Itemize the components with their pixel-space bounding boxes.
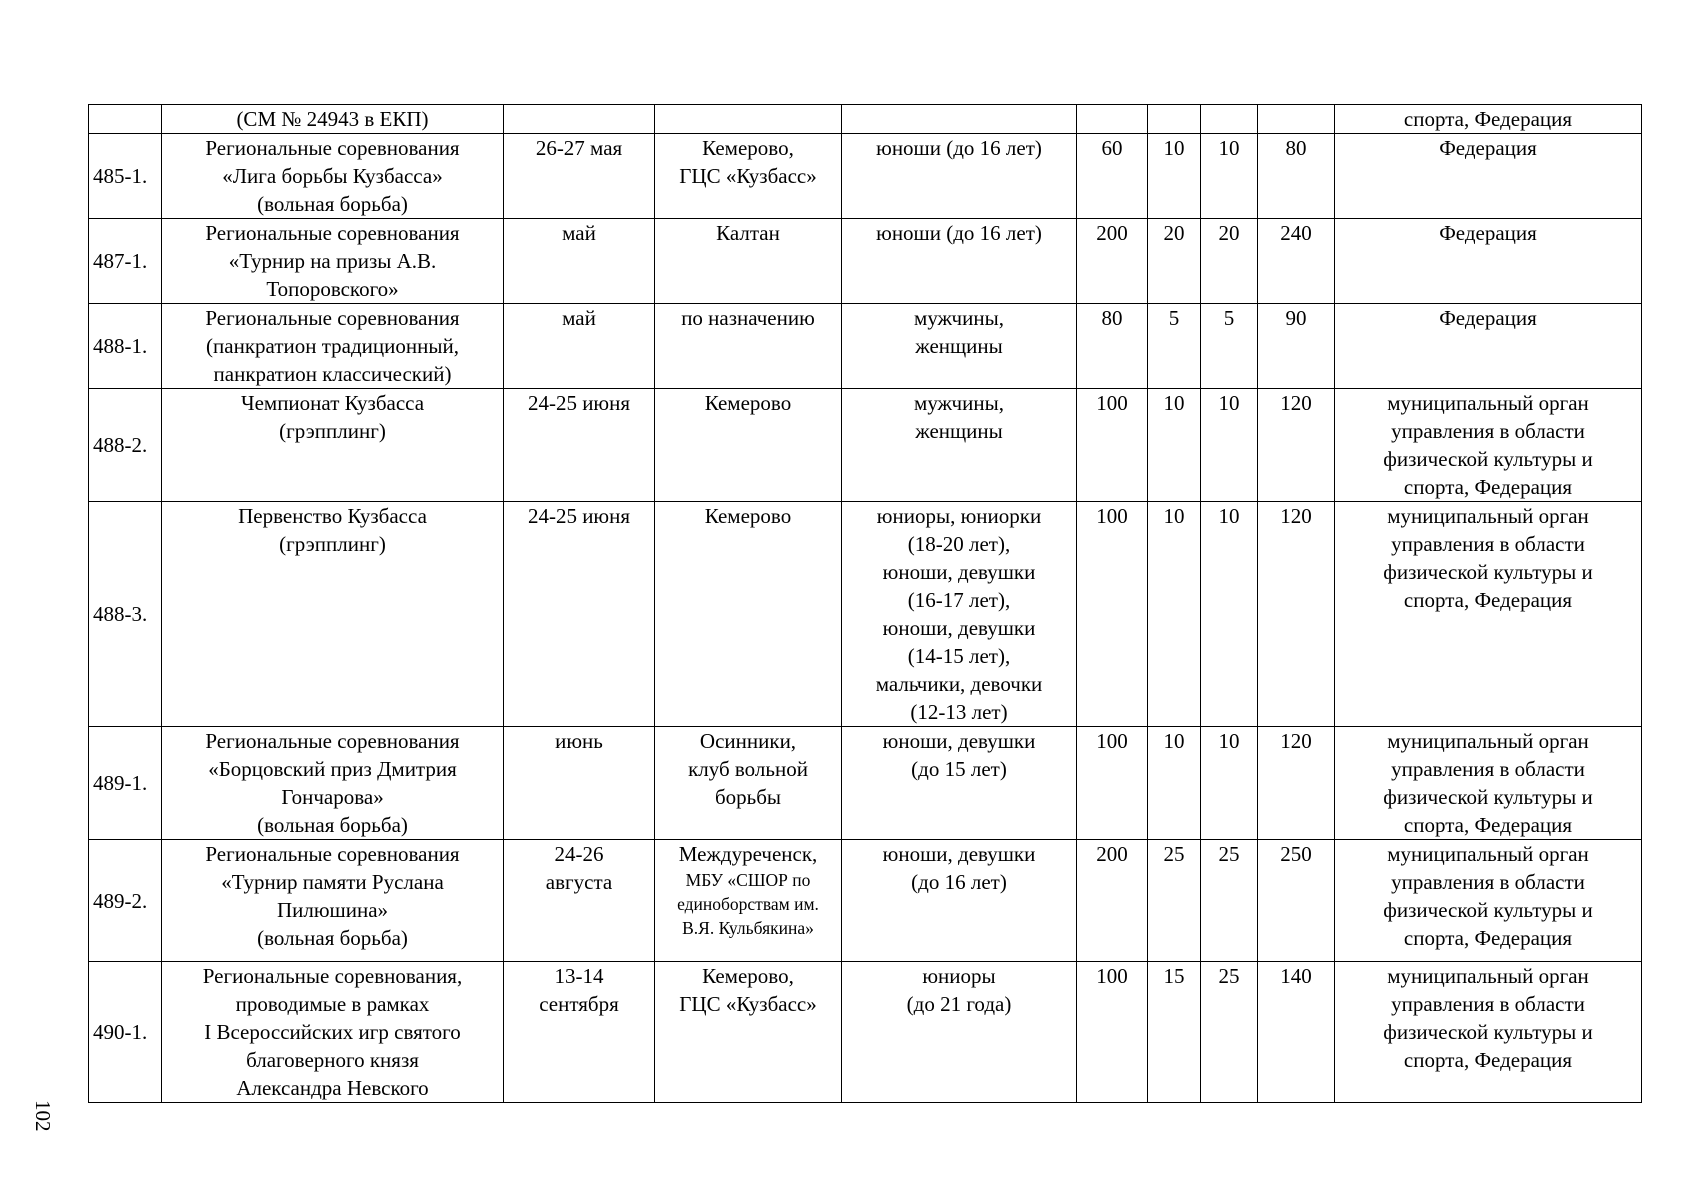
count-3: 25 [1201,962,1258,1103]
event-dates [504,105,655,134]
event-dates: 26-27 мая [504,134,655,219]
page-number: 102 [31,1100,55,1132]
count-2: 25 [1148,840,1201,962]
row-number: 489-1. [89,727,162,840]
organizer: муниципальный орган управления в области физической культуры и спорта, Федерация [1335,389,1642,502]
row-number: 485-1. [89,134,162,219]
count-total: 120 [1258,727,1335,840]
event-name: Региональные соревнования «Турнир памяти Руслана Пилюшина» (вольная борьба) [162,840,504,962]
table-row [89,134,1642,219]
event-dates: 24-26 августа [504,840,655,962]
event-place: Осинники, клуб вольной борьбы [655,727,842,840]
participants: юниоры, юниорки (18-20 лет), юноши, девушки (16-17 лет), юноши, девушки (14-15 лет), мальчики, девочки (12-13 лет) [842,502,1077,727]
count-1: 60 [1077,134,1148,219]
row-number: 488-2. [89,389,162,502]
event-place-city: Междуреченск, [678,842,818,866]
table-row [89,219,1642,304]
participants: юноши (до 16 лет) [842,219,1077,304]
count-1: 200 [1077,219,1148,304]
count-total: 120 [1258,502,1335,727]
event-dates: май [504,219,655,304]
row-number: 490-1. [89,962,162,1103]
table-row [89,840,1642,962]
event-place [655,105,842,134]
participants [842,105,1077,134]
count-2: 20 [1148,219,1201,304]
table-row [89,304,1642,389]
count-3: 20 [1201,219,1258,304]
count-2: 10 [1148,502,1201,727]
count-total [1258,105,1335,134]
event-name: Региональные соревнования, проводимые в рамках I Всероссийских игр святого благоверного князя Александра Невского [162,962,504,1103]
count-1: 80 [1077,304,1148,389]
count-total: 80 [1258,134,1335,219]
count-total: 240 [1258,219,1335,304]
count-3: 5 [1201,304,1258,389]
count-1: 100 [1077,389,1148,502]
participants: юноши (до 16 лет) [842,134,1077,219]
row-number: 488-1. [89,304,162,389]
event-name: Региональные соревнования «Борцовский приз Дмитрия Гончарова» (вольная борьба) [162,727,504,840]
organizer: спорта, Федерация [1335,105,1642,134]
row-number: 487-1. [89,219,162,304]
event-dates: июнь [504,727,655,840]
count-total: 250 [1258,840,1335,962]
event-place [655,840,842,962]
row-number: 488-3. [89,502,162,727]
organizer: Федерация [1335,219,1642,304]
table-row [89,105,1642,134]
table-row [89,962,1642,1103]
event-dates: 24-25 июня [504,502,655,727]
count-3: 10 [1201,134,1258,219]
event-dates: май [504,304,655,389]
count-total: 120 [1258,389,1335,502]
event-name: (СМ № 24943 в ЕКП) [162,105,504,134]
organizer: муниципальный орган управления в области физической культуры и спорта, Федерация [1335,502,1642,727]
table-row [89,389,1642,502]
table-row [89,502,1642,727]
count-3: 10 [1201,502,1258,727]
event-name: Региональные соревнования «Турнир на призы А.В. Топоровского» [162,219,504,304]
event-dates: 13-14 сентября [504,962,655,1103]
participants: юноши, девушки (до 16 лет) [842,840,1077,962]
organizer: муниципальный орган управления в области физической культуры и спорта, Федерация [1335,962,1642,1103]
event-place: Кемерово, ГЦС «Кузбасс» [655,962,842,1103]
count-3: 25 [1201,840,1258,962]
count-3: 10 [1201,727,1258,840]
table-row [89,727,1642,840]
event-place: по назначению [655,304,842,389]
count-1: 100 [1077,962,1148,1103]
count-1 [1077,105,1148,134]
row-number [89,105,162,134]
count-1: 100 [1077,502,1148,727]
participants: юниоры (до 21 года) [842,962,1077,1103]
count-2: 10 [1148,727,1201,840]
event-place: Калтан [655,219,842,304]
participants: юноши, девушки (до 15 лет) [842,727,1077,840]
count-2: 10 [1148,134,1201,219]
organizer: муниципальный орган управления в области физической культуры и спорта, Федерация [1335,727,1642,840]
participants: мужчины, женщины [842,389,1077,502]
event-place: Кемерово, ГЦС «Кузбасс» [655,134,842,219]
event-place: Кемерово [655,502,842,727]
count-total: 90 [1258,304,1335,389]
organizer: Федерация [1335,134,1642,219]
event-place: Кемерово [655,389,842,502]
events-table [88,104,1642,1103]
event-name: Первенство Кузбасса (грэпплинг) [162,502,504,727]
organizer: Федерация [1335,304,1642,389]
event-name: Региональные соревнования «Лига борьбы Кузбасса» (вольная борьба) [162,134,504,219]
event-name: Чемпионат Кузбасса (грэпплинг) [162,389,504,502]
event-dates: 24-25 июня [504,389,655,502]
count-1: 200 [1077,840,1148,962]
count-3 [1201,105,1258,134]
count-1: 100 [1077,727,1148,840]
count-3: 10 [1201,389,1258,502]
count-2: 5 [1148,304,1201,389]
participants: мужчины, женщины [842,304,1077,389]
organizer: муниципальный орган управления в области физической культуры и спорта, Федерация [1335,840,1642,962]
count-2: 10 [1148,389,1201,502]
event-place-venue: МБУ «СШОР по единоборствам им. В.Я. Кульбякина» [677,870,819,938]
count-2 [1148,105,1201,134]
count-total: 140 [1258,962,1335,1103]
row-number: 489-2. [89,840,162,962]
count-2: 15 [1148,962,1201,1103]
event-name: Региональные соревнования (панкратион традиционный, панкратион классический) [162,304,504,389]
